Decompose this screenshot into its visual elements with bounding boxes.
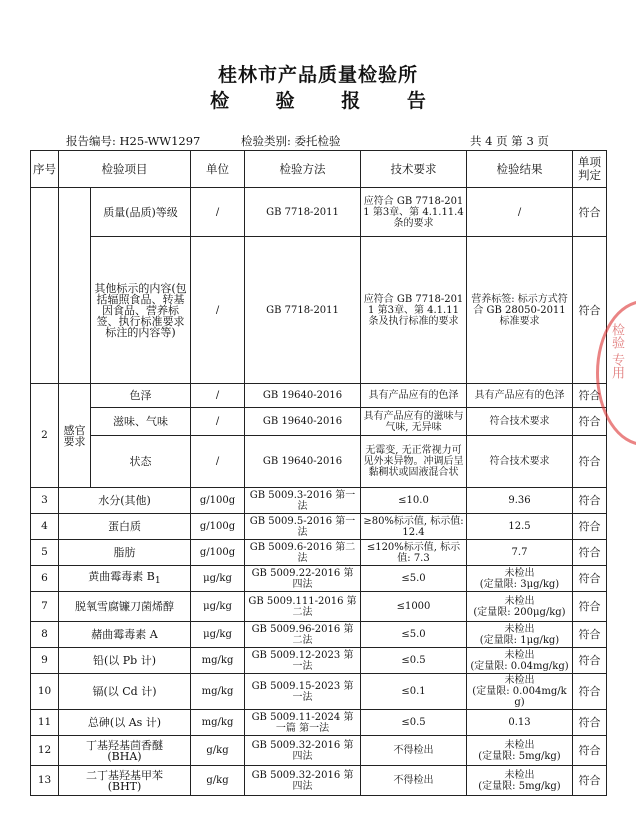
requirement-cell: ≥80%标示值, 标示值: 12.4: [361, 514, 467, 540]
table-row: [31, 237, 607, 384]
judgement-cell: 符合: [573, 674, 607, 710]
report-number: 报告编号: H25-WW1297: [66, 134, 201, 148]
table-row: [31, 540, 607, 566]
item-name-text: 丁基羟基茴香醚: [86, 738, 163, 752]
unit-cell: μg/kg: [191, 622, 245, 648]
method-cell: GB 19640-2016: [245, 408, 361, 436]
unit-cell: g/100g: [191, 488, 245, 514]
result-cell: 0.13: [467, 710, 573, 736]
item-name-subscript: 1: [154, 575, 161, 587]
result-cell: [467, 566, 573, 592]
seq-cell: 12: [31, 736, 59, 766]
table-row: [31, 710, 607, 736]
result-limit: (定量限: 5mg/kg): [478, 750, 561, 762]
item-name: [59, 566, 191, 592]
item-name: 状态: [91, 436, 191, 488]
unit-cell: /: [191, 408, 245, 436]
result-value: 未检出: [504, 623, 535, 635]
method-cell: GB 5009.6-2016 第二法: [245, 540, 361, 566]
item-name-text: 二丁基羟基甲苯: [86, 768, 163, 782]
result-cell: 7.7: [467, 540, 573, 566]
result-cell: [467, 648, 573, 674]
seq-cell: 8: [31, 622, 59, 648]
requirement-cell: ≤0.5: [361, 710, 467, 736]
item-name: 蛋白质: [59, 514, 191, 540]
page-count: 共 4 页 第 3 页: [470, 134, 549, 148]
method-cell: GB 5009.11-2024 第一篇 第一法: [245, 710, 361, 736]
judgement-cell: 符合: [573, 188, 607, 237]
requirement-cell: 无霉变, 无正常视力可见外来异物。冲调后呈黏稠状或固液混合状: [361, 436, 467, 488]
judgement-cell: 符合: [573, 622, 607, 648]
judgement-cell: 符合: [573, 540, 607, 566]
result-limit: (定量限: 3μg/kg): [479, 578, 560, 590]
method-cell: GB 5009.3-2016 第一法: [245, 488, 361, 514]
requirement-cell: 应符合 GB 7718-2011 第3章、第 4.1.11.4 条的要求: [361, 188, 467, 237]
seq-cell: 7: [31, 592, 59, 622]
result-limit: (定量限: 5mg/kg): [478, 780, 561, 792]
item-name: 色泽: [91, 384, 191, 408]
judgement-cell: 符合: [573, 514, 607, 540]
result-value: 未检出: [504, 769, 535, 781]
method-cell: GB 5009.12-2023 第一法: [245, 648, 361, 674]
table-row: [31, 648, 607, 674]
result-cell: [467, 736, 573, 766]
table-row: [31, 384, 607, 408]
unit-cell: μg/kg: [191, 592, 245, 622]
judgement-cell: 符合: [573, 237, 607, 384]
item-name: 水分(其他): [59, 488, 191, 514]
report-title: 检 验 报 告: [210, 90, 446, 112]
item-name: [59, 766, 191, 796]
judgement-cell: 符合: [573, 710, 607, 736]
result-cell: 营养标签: 标示方式符合 GB 28050-2011 标准要求: [467, 237, 573, 384]
header-requirement: 技术要求: [361, 151, 467, 188]
requirement-cell: 不得检出: [361, 766, 467, 796]
item-name: 赭曲霉毒素 A: [59, 622, 191, 648]
unit-cell: g/100g: [191, 514, 245, 540]
result-cell: [467, 592, 573, 622]
result-cell: /: [467, 188, 573, 237]
judgement-cell: 符合: [573, 566, 607, 592]
result-value: 未检出: [504, 649, 535, 661]
judgement-cell: 符合: [573, 408, 607, 436]
method-cell: GB 19640-2016: [245, 436, 361, 488]
table-row: [31, 674, 607, 710]
item-name-abbr: (BHT): [107, 779, 142, 793]
method-cell: GB 7718-2011: [245, 188, 361, 237]
unit-cell: /: [191, 188, 245, 237]
stamp-text: 检验 专用: [609, 323, 624, 380]
table-row: [31, 566, 607, 592]
method-cell: GB 5009.32-2016 第四法: [245, 736, 361, 766]
result-value: 未检出: [504, 595, 535, 607]
unit-cell: μg/kg: [191, 566, 245, 592]
item-name: 脂肪: [59, 540, 191, 566]
judgement-cell: 符合: [573, 436, 607, 488]
org-title: 桂林市产品质量检验所: [217, 64, 418, 86]
requirement-cell: ≤1000: [361, 592, 467, 622]
judgement-cell: 符合: [573, 592, 607, 622]
unit-cell: mg/kg: [191, 674, 245, 710]
table-row: [31, 766, 607, 796]
result-value: 未检出: [504, 739, 535, 751]
judgement-cell: 符合: [573, 766, 607, 796]
table-row: [31, 736, 607, 766]
method-cell: GB 5009.32-2016 第四法: [245, 766, 361, 796]
table-row: [31, 488, 607, 514]
result-limit: (定量限: 0.04mg/kg): [470, 660, 569, 672]
unit-cell: g/100g: [191, 540, 245, 566]
seq-cell: [31, 188, 59, 384]
header-result: 检验结果: [467, 151, 573, 188]
requirement-cell: ≤5.0: [361, 622, 467, 648]
item-name-abbr: (BHA): [107, 749, 142, 763]
result-limit: (定量限: 1μg/kg): [479, 634, 560, 646]
header-seq: 序号: [31, 151, 59, 188]
item-name: [59, 736, 191, 766]
judgement-cell: 符合: [573, 488, 607, 514]
result-cell: [467, 766, 573, 796]
table-row: [31, 592, 607, 622]
seq-cell: 6: [31, 566, 59, 592]
unit-cell: g/kg: [191, 736, 245, 766]
requirement-cell: ≤0.1: [361, 674, 467, 710]
item-name: 总砷(以 As 计): [59, 710, 191, 736]
header-judgement: 单项判定: [573, 151, 607, 188]
item-name-text: 黄曲霉毒素 B: [88, 569, 155, 583]
judgement-cell: 符合: [573, 648, 607, 674]
unit-cell: mg/kg: [191, 648, 245, 674]
result-cell: [467, 674, 573, 710]
header-item: 检验项目: [59, 151, 191, 188]
header-row: [31, 151, 607, 188]
requirement-cell: 不得检出: [361, 736, 467, 766]
method-cell: GB 5009.22-2016 第四法: [245, 566, 361, 592]
item-name: 滋味、气味: [91, 408, 191, 436]
method-cell: GB 5009.96-2016 第二法: [245, 622, 361, 648]
item-name: 质量(品质)等级: [91, 188, 191, 237]
inspection-table: [30, 150, 607, 796]
result-cell: 9.36: [467, 488, 573, 514]
result-cell: 具有产品应有的色泽: [467, 384, 573, 408]
requirement-cell: ≤5.0: [361, 566, 467, 592]
item-name: 其他标示的内容(包括辐照食品、转基因食品、营养标签、执行标准要求标注的内容等): [91, 237, 191, 384]
result-value: 未检出: [504, 567, 535, 579]
unit-cell: mg/kg: [191, 710, 245, 736]
table-row: [31, 408, 607, 436]
method-cell: GB 5009.111-2016 第二法: [245, 592, 361, 622]
item-name: 镉(以 Cd 计): [59, 674, 191, 710]
group-cell: 感官要求: [59, 384, 91, 488]
result-cell: 符合技术要求: [467, 408, 573, 436]
requirement-cell: ≤0.5: [361, 648, 467, 674]
item-name: 铅(以 Pb 计): [59, 648, 191, 674]
unit-cell: /: [191, 436, 245, 488]
group-cell: [59, 188, 91, 384]
result-cell: 12.5: [467, 514, 573, 540]
result-cell: 符合技术要求: [467, 436, 573, 488]
seq-cell: 11: [31, 710, 59, 736]
requirement-cell: 具有产品应有的滋味与气味, 无异味: [361, 408, 467, 436]
table-row: [31, 188, 607, 237]
seq-cell: 13: [31, 766, 59, 796]
result-limit: (定量限: 200μg/kg): [473, 606, 566, 618]
seq-cell: 4: [31, 514, 59, 540]
unit-cell: /: [191, 237, 245, 384]
method-cell: GB 7718-2011: [245, 237, 361, 384]
seq-cell: 5: [31, 540, 59, 566]
header-unit: 单位: [191, 151, 245, 188]
method-cell: GB 19640-2016: [245, 384, 361, 408]
requirement-cell: ≤10.0: [361, 488, 467, 514]
result-cell: [467, 622, 573, 648]
seq-cell: 3: [31, 488, 59, 514]
item-name: 脱氧雪腐镰刀菌烯醇: [59, 592, 191, 622]
method-cell: GB 5009.5-2016 第一法: [245, 514, 361, 540]
requirement-cell: 应符合 GB 7718-2011 第3章、第 4.1.11 条及执行标准的要求: [361, 237, 467, 384]
result-value: 未检出: [504, 675, 535, 686]
requirement-cell: 具有产品应有的色泽: [361, 384, 467, 408]
result-limit: (定量限: 0.004mg/kg): [472, 686, 567, 708]
unit-cell: g/kg: [191, 766, 245, 796]
inspection-type: 检验类别: 委托检验: [241, 134, 341, 148]
seq-cell: 2: [31, 384, 59, 488]
table-row: [31, 622, 607, 648]
unit-cell: /: [191, 384, 245, 408]
judgement-cell: 符合: [573, 384, 607, 408]
seq-cell: 10: [31, 674, 59, 710]
table-row: [31, 514, 607, 540]
requirement-cell: ≤120%标示值, 标示值: 7.3: [361, 540, 467, 566]
table-row: [31, 436, 607, 488]
judgement-cell: 符合: [573, 736, 607, 766]
seq-cell: 9: [31, 648, 59, 674]
header-method: 检验方法: [245, 151, 361, 188]
method-cell: GB 5009.15-2023 第一法: [245, 674, 361, 710]
